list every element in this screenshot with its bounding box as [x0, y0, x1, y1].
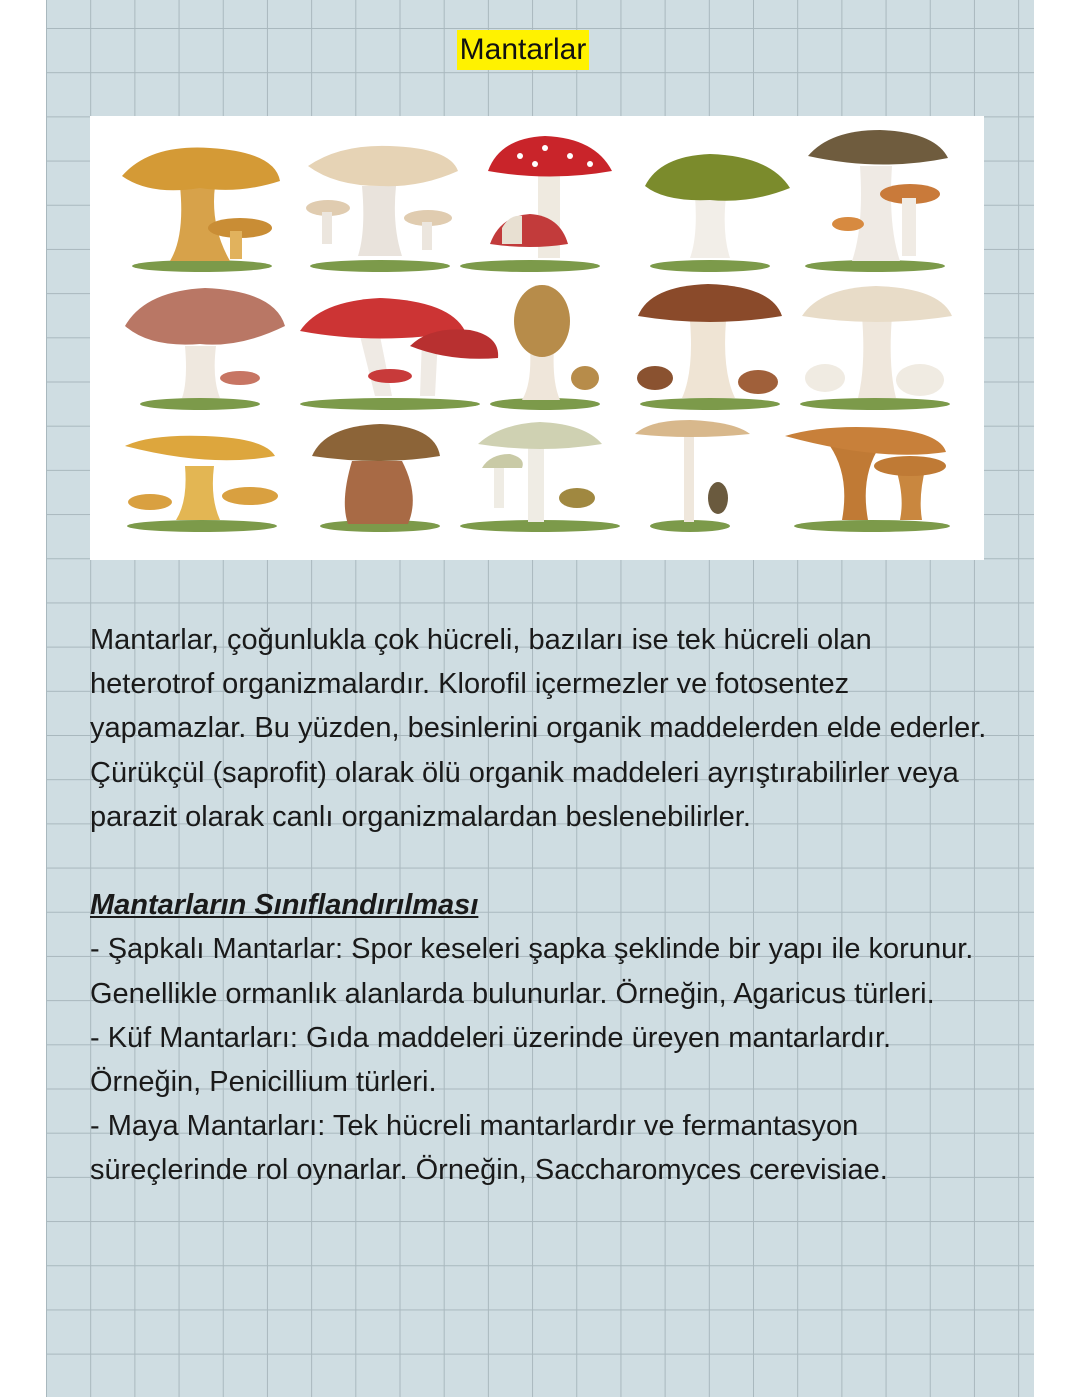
page-title: Mantarlar [457, 30, 590, 70]
mushroom-icon [805, 130, 948, 272]
mushroom-icon [125, 436, 278, 532]
mushroom-icon [306, 146, 458, 272]
content-text [90, 618, 990, 1193]
classification-heading: Mantarların Sınıflandırılması [90, 889, 479, 922]
mushroom-icon [300, 298, 498, 410]
list-item: - Küf Mantarları: Gıda maddeleri üzerinde üreyen mantarlardır. Örneğin, Penicillium türleri. [90, 1021, 892, 1099]
mushroom-icon [637, 284, 782, 410]
notebook-page [46, 0, 1034, 1397]
mushroom-icon [635, 420, 750, 532]
mushroom-illustrations [90, 116, 984, 560]
mushroom-icon [125, 288, 285, 410]
list-item: - Maya Mantarları: Tek hücreli mantarlardır ve fermantasyon süreçlerinde rol oynarlar. Örneğin, Saccharomyces cerevisiae. [90, 1110, 888, 1187]
mushroom-icon [122, 148, 280, 272]
mushroom-icon [800, 286, 952, 410]
mushroom-icon [785, 427, 950, 532]
mushroom-icon [460, 136, 612, 272]
mushroom-icon [312, 424, 440, 532]
mushroom-icon [460, 422, 620, 532]
list-item: - Şapkalı Mantarlar: Spor keseleri şapka şeklinde bir yapı ile korunur. Genellikle ormanlık alanlarda bulunurlar. Örneğin, Agaricus türleri. [90, 933, 974, 1010]
title-area [46, 28, 1034, 72]
intro-paragraph: Mantarlar, çoğunlukla çok hücreli, bazıları ise tek hücreli olan heterotrof organizmalardır. Klorofil içermezler ve fotosentez yapamazlar. Bu yüzden, besinlerini organik maddelerden elde ederler. Çürükçül (saprofit) olarak ölü organik maddeleri ayrıştırabilirler veya parazit olarak canlı organizmalardan beslenebilirler. [90, 624, 987, 833]
mushroom-icon [490, 285, 600, 410]
mushroom-icon [645, 154, 790, 272]
